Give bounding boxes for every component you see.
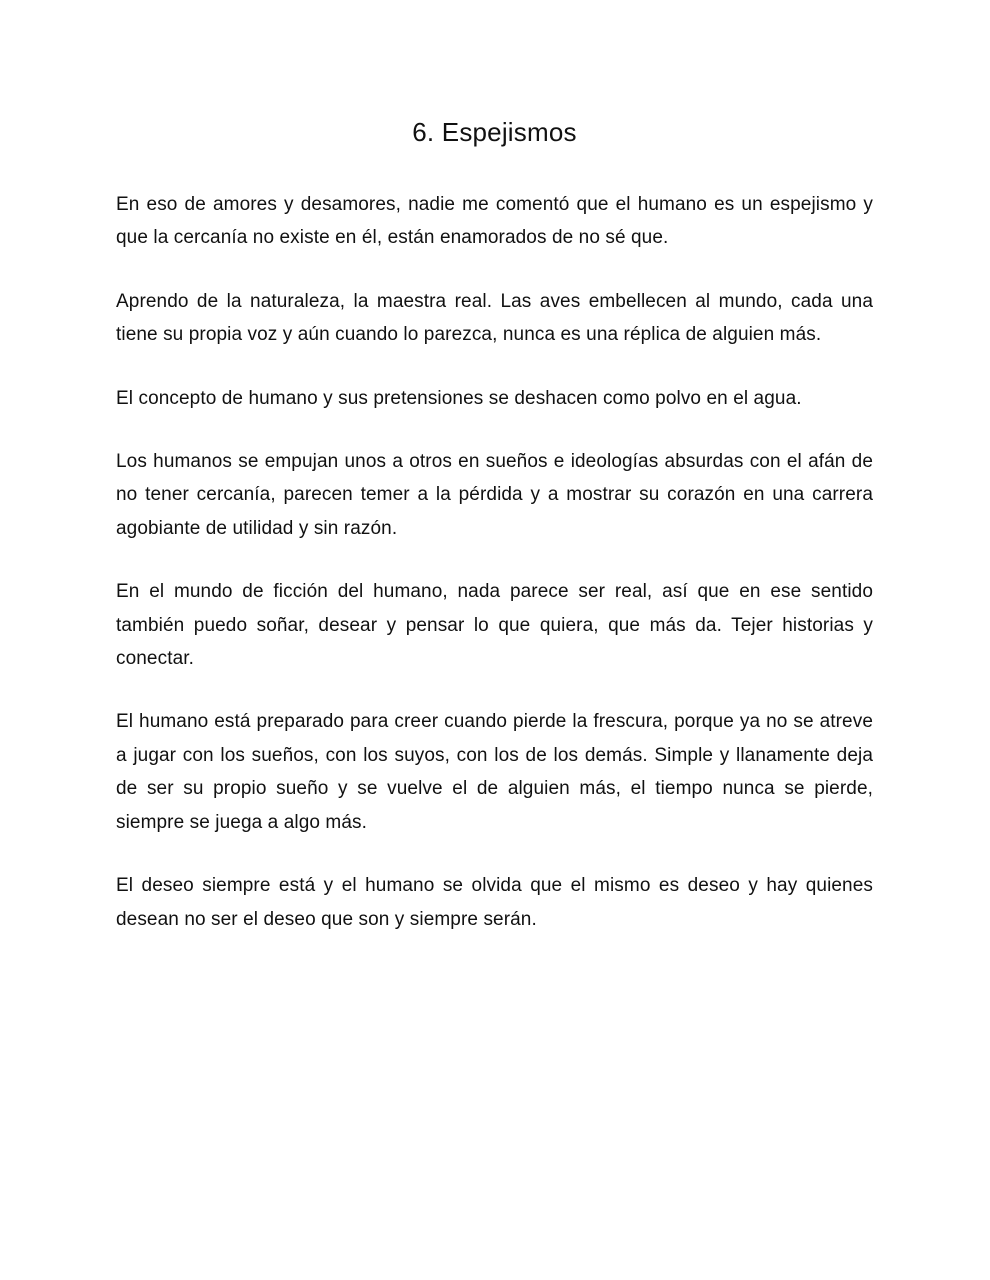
paragraph-1: En eso de amores y desamores, nadie me comentó que el humano es un espejismo y que la cercanía no existe en él, están enamorados de no sé que. xyxy=(116,194,873,249)
paragraph-6: El humano está preparado para creer cuando pierde la frescura, porque ya no se atreve a jugar con los sueños, con los suyos, con los de los demás. Simple y llanamente deja de ser su propio sueño y se vuelve el de alguien más, el tiempo nunca se pierde, siempre se juega a algo más. xyxy=(116,711,873,833)
paragraph-4: Los humanos se empujan unos a otros en sueños e ideologías absurdas con el afán de no tener cercanía, parecen temer a la pérdida y a mostrar su corazón en una carrera agobiante de utilidad y sin razón. xyxy=(116,451,873,539)
document-page xyxy=(116,110,873,966)
paragraph-7: El deseo siempre está y el humano se olvida que el mismo es deseo y hay quienes desean no ser el deseo que son y siempre serán. xyxy=(116,875,873,930)
paragraph-2: Aprendo de la naturaleza, la maestra real. Las aves embellecen al mundo, cada una tiene su propia voz y aún cuando lo parezca, nunca es una réplica de alguien más. xyxy=(116,290,873,346)
paragraph-3: El concepto de humano y sus pretensiones se deshacen como polvo en el agua. xyxy=(116,387,802,409)
paragraph-5: En el mundo de ficción del humano, nada parece ser real, así que en ese sentido también puedo soñar, desear y pensar lo que quiera, que más da. Tejer historias y conectar. xyxy=(116,581,873,670)
document-title: 6. Espejismos xyxy=(412,117,577,147)
